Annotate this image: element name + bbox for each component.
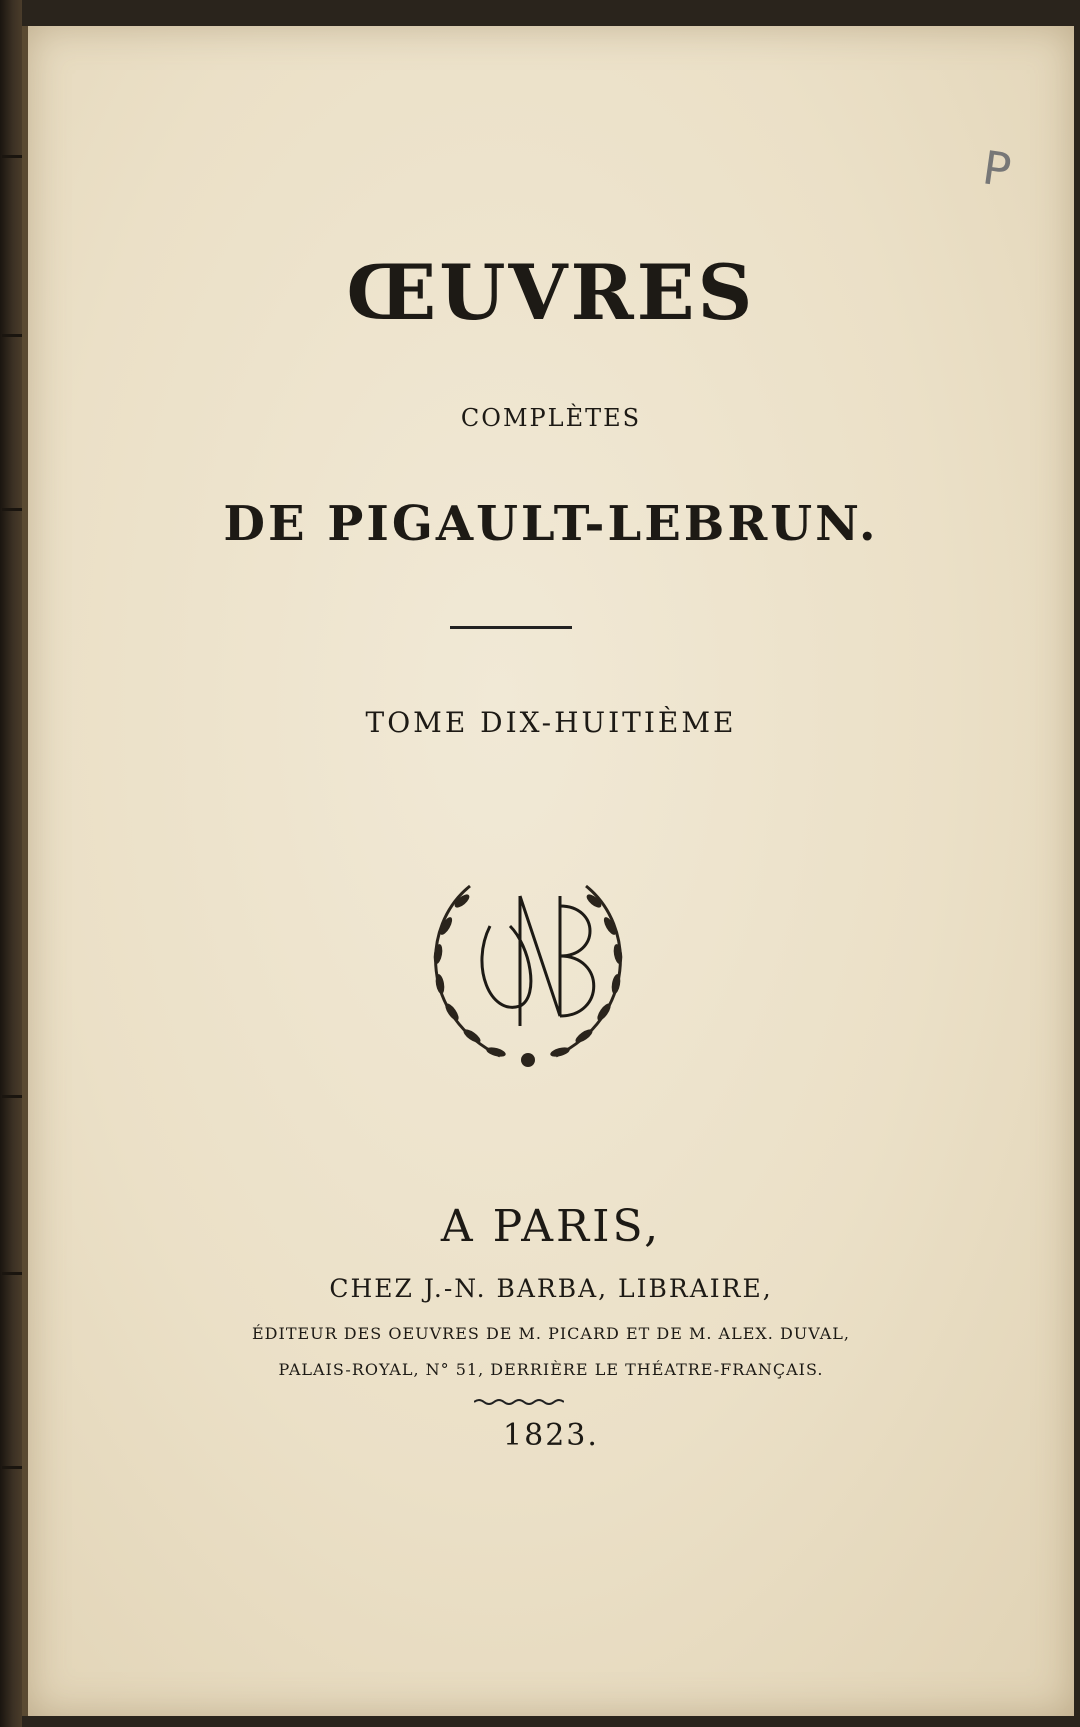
margin-mark: P xyxy=(979,140,1015,198)
ornament-rule xyxy=(474,1398,564,1406)
imprint-city: A PARIS, xyxy=(440,1201,662,1252)
wreath-monogram-icon xyxy=(410,856,646,1078)
book-subtitle: COMPLÈTES xyxy=(460,404,642,432)
divider-rule xyxy=(450,626,572,629)
title-page xyxy=(22,26,1074,1716)
book-title: ŒUVRES xyxy=(346,248,756,337)
imprint-publisher: CHEZ J.-N. BARBA, LIBRAIRE, xyxy=(329,1274,773,1303)
imprint-editor-line: ÉDITEUR DES OEUVRES DE M. PICARD ET DE M. ALEX. DUVAL, xyxy=(251,1324,850,1343)
book-author: DE PIGAULT-LEBRUN. xyxy=(223,496,879,552)
imprint-address-line: PALAIS-ROYAL, N° 51, DERRIÈRE LE THÉATRE-FRANÇAIS. xyxy=(278,1360,824,1379)
volume-label: TOME DIX-HUITIÈME xyxy=(365,706,737,739)
imprint-year: 1823. xyxy=(503,1418,599,1453)
